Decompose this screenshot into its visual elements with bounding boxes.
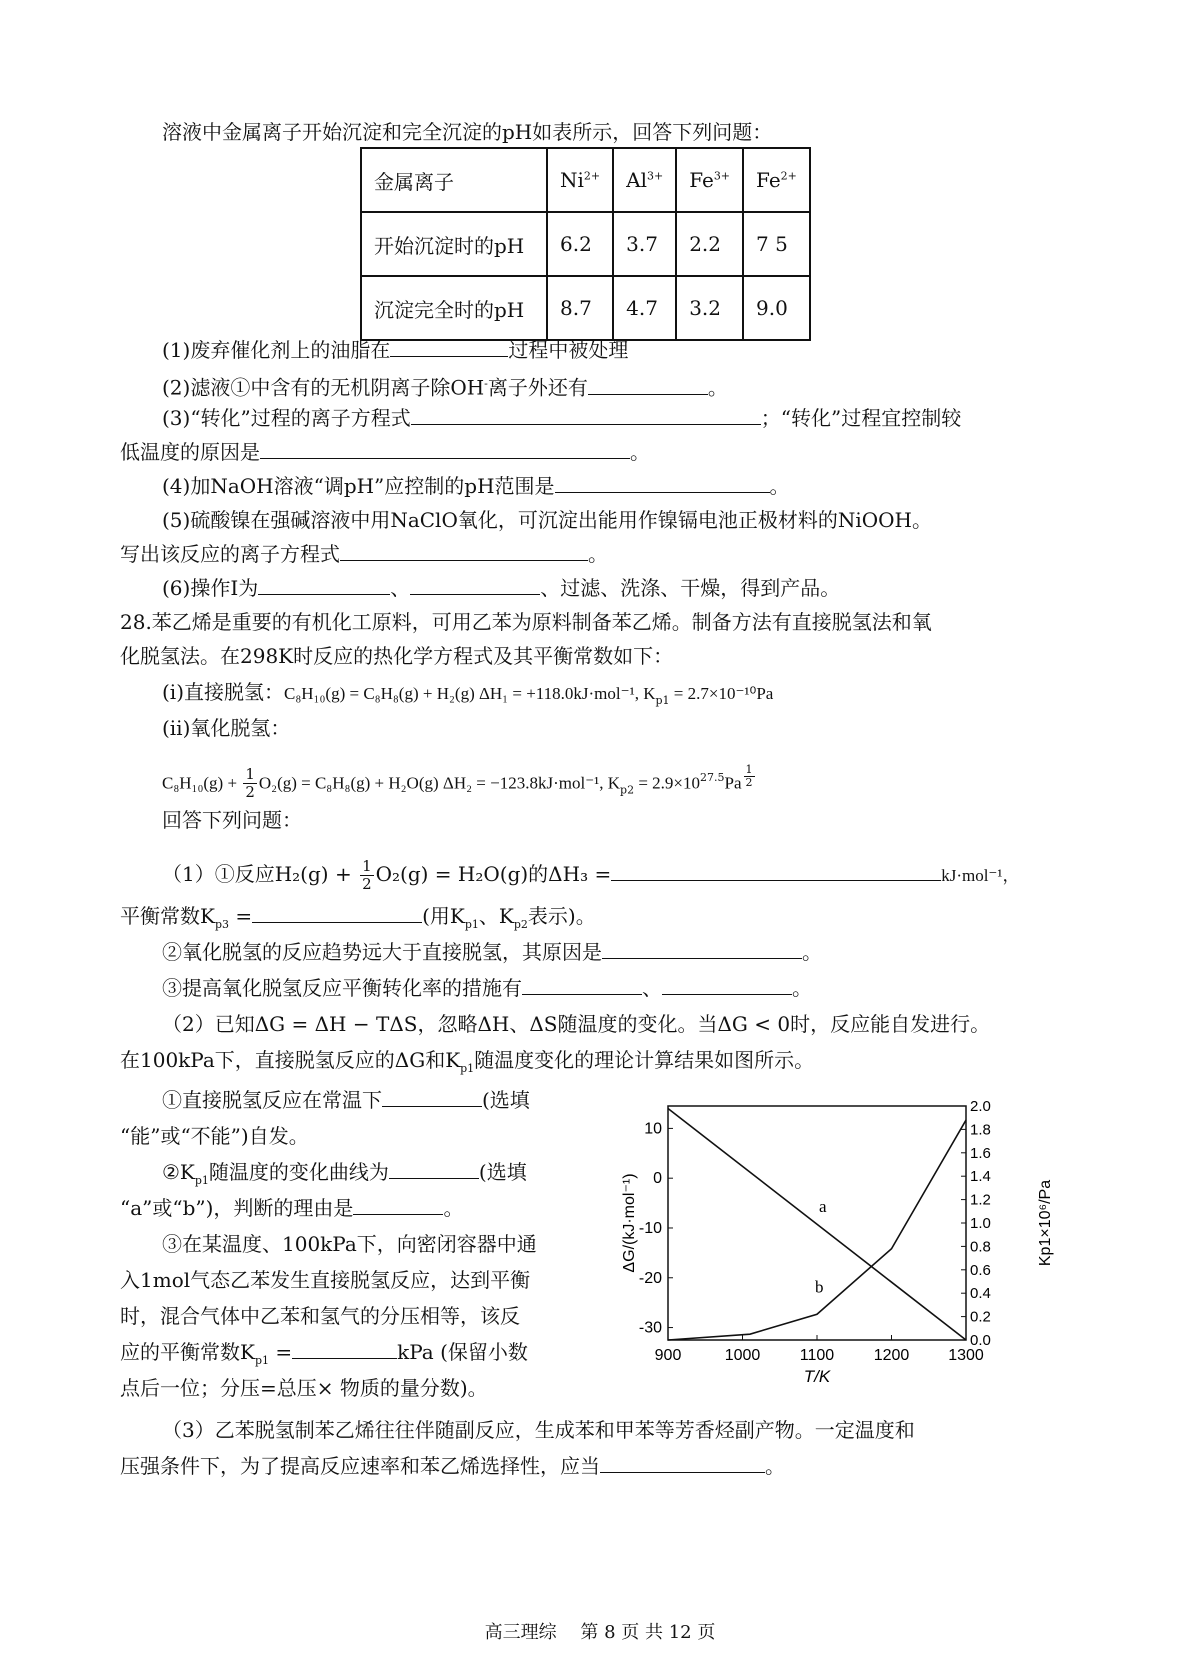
y-right-tick-label: 0.4 [970, 1285, 991, 1303]
y-right-tick-label: 0.6 [970, 1261, 991, 1279]
answer-blank[interactable] [390, 336, 508, 357]
part-2: $②K_{p1}$随温度的变化曲线为 (选填 [162, 1160, 527, 1187]
answer-blank[interactable] [252, 902, 422, 923]
y-right-tick-label: 1.8 [970, 1121, 991, 1139]
sub-question-1-cont: 平衡常数$K_{p3}$ = (用$K_{p1}$、$K_{p2}$表示)。 [120, 904, 596, 931]
y-left-tick-label: -30 [638, 1319, 662, 1337]
sub-question-2: （2）已知ΔG = ΔH − TΔS，忽略ΔH、ΔS随温度的变化。当ΔG < 0时，反应能自发进行。 [162, 1012, 991, 1036]
question-3: (3)“转化”过程的离子方程式 ；“转化”过程宜控制较 [162, 406, 962, 430]
question-6: (6)操作Ⅰ为 、 、过滤、洗涤、干燥，得到产品。 [162, 576, 841, 600]
table-cell: 6.2 [547, 212, 613, 276]
part-1-cont: “能”或“不能”)自发。 [120, 1124, 309, 1148]
page-footer: 高三理综 第 8 页 共 12 页 [484, 1622, 716, 1643]
question-2: (2)滤液①中含有的无机阴离子除OH-离子外还有 。 [162, 375, 728, 400]
answer-blank[interactable] [258, 574, 390, 595]
y-right-tick-label: 1.4 [970, 1168, 991, 1186]
question-5: (5)硫酸镍在强碱溶液中用NaClO氧化，可沉淀出能用作镍镉电池正极材料的NiOOH。 [162, 508, 932, 532]
table-header: $Ni^{2+}$ [547, 148, 613, 212]
table-cell: 7 5 [743, 212, 810, 276]
series-line-b [668, 1120, 966, 1340]
answer-blank[interactable] [662, 974, 792, 995]
table-cell: 沉淀完全时的pH [361, 276, 547, 340]
table-row [361, 212, 810, 276]
y-right-tick-label: 2.0 [970, 1098, 991, 1115]
answer-blank[interactable] [522, 974, 642, 995]
answer-blank[interactable] [410, 574, 540, 595]
reaction-2: C₈H₁₀(g) + $\frac{1}{2}$ O₂(g) = C₈H₈(g) + H₂O(g) ΔH₂ = −123.8kJ·mol⁻¹, $K_{p2} = 2.9\times 10^{27.5}Pa$ $\frac{1}{2}$ [162, 763, 753, 801]
table-header: $Fe^{3+}$ [676, 148, 743, 212]
intro-text: 溶液中金属离子开始沉淀和完全沉淀的pH如表所示，回答下列问题： [162, 120, 773, 144]
answer-blank[interactable] [382, 1086, 482, 1107]
y-right-tick-label: 0.0 [970, 1332, 991, 1349]
answer-prompt: 回答下列问题： [162, 808, 302, 832]
answer-blank[interactable] [588, 374, 708, 395]
y-left-tick-label: -10 [638, 1219, 662, 1237]
table-cell: 4.7 [613, 276, 676, 340]
fraction-half: $\frac{1}{2}$ [362, 857, 372, 893]
part-1: ①直接脱氢反应在常温下 (选填 [162, 1088, 530, 1112]
y-left-tick-label: -20 [638, 1269, 662, 1287]
series-label-b: b [815, 1277, 824, 1297]
table-cell: 开始沉淀时的pH [361, 212, 547, 276]
table-cell: 9.0 [743, 276, 810, 340]
table-cell: 2.2 [676, 212, 743, 276]
series-line-a [668, 1108, 966, 1340]
answer-blank[interactable] [611, 860, 941, 881]
x-tick-label: 1300 [948, 1347, 984, 1364]
answer-blank[interactable] [600, 1452, 765, 1473]
table-cell: 8.7 [547, 276, 613, 340]
x-tick-label: 900 [654, 1347, 682, 1364]
y-right-tick-label: 1.0 [970, 1215, 991, 1232]
sub-question-3: （3）乙苯脱氢制苯乙烯往往伴随副反应，生成苯和甲苯等芳香烃副产物。一定温度和 [162, 1418, 915, 1442]
y-left-tick-label: 10 [644, 1120, 662, 1138]
y-right-axis-label: Kp1×10⁶/Pa [1037, 1179, 1054, 1267]
table-header: $Fe^{2+}$ [743, 148, 810, 212]
x-tick-label: 1000 [724, 1347, 761, 1364]
fraction-half: $\frac{1}{2}$ [745, 763, 753, 789]
problem-28-stem-cont: 化脱氢法。在298K时反应的热化学方程式及其平衡常数如下： [120, 644, 674, 668]
ph-table [360, 147, 811, 341]
sub-question-2-cont: 在100kPa下，直接脱氢反应的ΔG和$K_{p1}$随温度变化的理论计算结果如图所示。 [120, 1048, 815, 1075]
reaction-2-label: (ⅱ)氧化脱氢： [162, 716, 291, 740]
part-3-cont: 应的平衡常数$K_{p1}$ = kPa (保留小数 [120, 1340, 528, 1367]
answer-blank[interactable] [555, 472, 770, 493]
fraction-half: $\frac{1}{2}$ [245, 764, 255, 801]
answer-blank[interactable] [389, 1158, 479, 1179]
answer-blank[interactable] [340, 540, 588, 561]
y-right-tick-label: 1.2 [970, 1191, 991, 1209]
x-tick-label: 1200 [873, 1347, 910, 1364]
part-3-cont: 入1mol气态乙苯发生直接脱氢反应，达到平衡 [120, 1268, 531, 1292]
answer-blank[interactable] [353, 1194, 443, 1215]
y-right-tick-label: 1.6 [970, 1144, 991, 1162]
series-label-a: a [819, 1197, 827, 1217]
sub-question-1-3: ③提高氧化脱氢反应平衡转化率的措施有 、 。 [162, 976, 812, 1000]
question-1: (1)废弃催化剂上的油脂在 过程中被处理 [162, 338, 629, 362]
answer-blank[interactable] [411, 404, 761, 425]
question-5-cont: 写出该反应的离子方程式 。 [120, 542, 608, 566]
delta-g-kp-chart [620, 1086, 1060, 1396]
problem-28-stem: 28.苯乙烯是重要的有机化工原料，可用乙苯为原料制备苯乙烯。制备方法有直接脱氢法和氧 [120, 610, 932, 634]
x-tick-label: 1100 [799, 1347, 835, 1364]
answer-blank[interactable] [292, 1338, 397, 1359]
y-left-tick-label: 0 [653, 1170, 662, 1188]
table-cell: 3.2 [676, 276, 743, 340]
table-row [361, 276, 810, 340]
sub-question-3-cont: 压强条件下，为了提高反应速率和苯乙烯选择性，应当 。 [120, 1454, 785, 1478]
y-right-tick-label: 0.2 [970, 1308, 991, 1326]
y-right-tick-label: 0.8 [970, 1238, 991, 1256]
table-header: 金属离子 [361, 148, 547, 212]
part-2-cont: “a”或“b”)，判断的理由是 。 [120, 1196, 464, 1220]
table-cell: 3.7 [613, 212, 676, 276]
question-3-cont: 低温度的原因是 。 [120, 440, 650, 464]
part-3-cont: 时，混合气体中乙苯和氢气的分压相等，该反 [120, 1304, 520, 1328]
answer-blank[interactable] [602, 938, 802, 959]
sub-question-1: （1）①反应H₂(g) + $\frac{1}{2}$ O₂(g) = H₂O(g)的ΔH₃ = kJ·mol⁻¹， [162, 857, 1020, 893]
question-4: (4)加NaOH溶液“调pH”应控制的pH范围是 。 [162, 474, 790, 498]
table-header: $Al^{3+}$ [613, 148, 676, 212]
x-axis-label: T/K [803, 1367, 831, 1386]
y-left-axis-label: ΔG/(kJ·mol⁻¹) [621, 1173, 638, 1273]
part-3-cont: 点后一位；分压=总压× 物质的量分数)。 [120, 1376, 488, 1400]
table-row [361, 148, 810, 212]
sub-question-1-2: ②氧化脱氢的反应趋势远大于直接脱氢，其原因是 。 [162, 940, 822, 964]
reaction-1: (ⅰ)直接脱氢：C₈H₁₀(g) = C₈H₈(g) + H₂(g) ΔH₁ = +118.0kJ·mol⁻¹, $K_{p1} = 2.7\times 10^{-10}Pa$ [162, 680, 774, 707]
part-3: ③在某温度、100kPa下，向密闭容器中通 [162, 1232, 537, 1256]
answer-blank[interactable] [260, 438, 630, 459]
